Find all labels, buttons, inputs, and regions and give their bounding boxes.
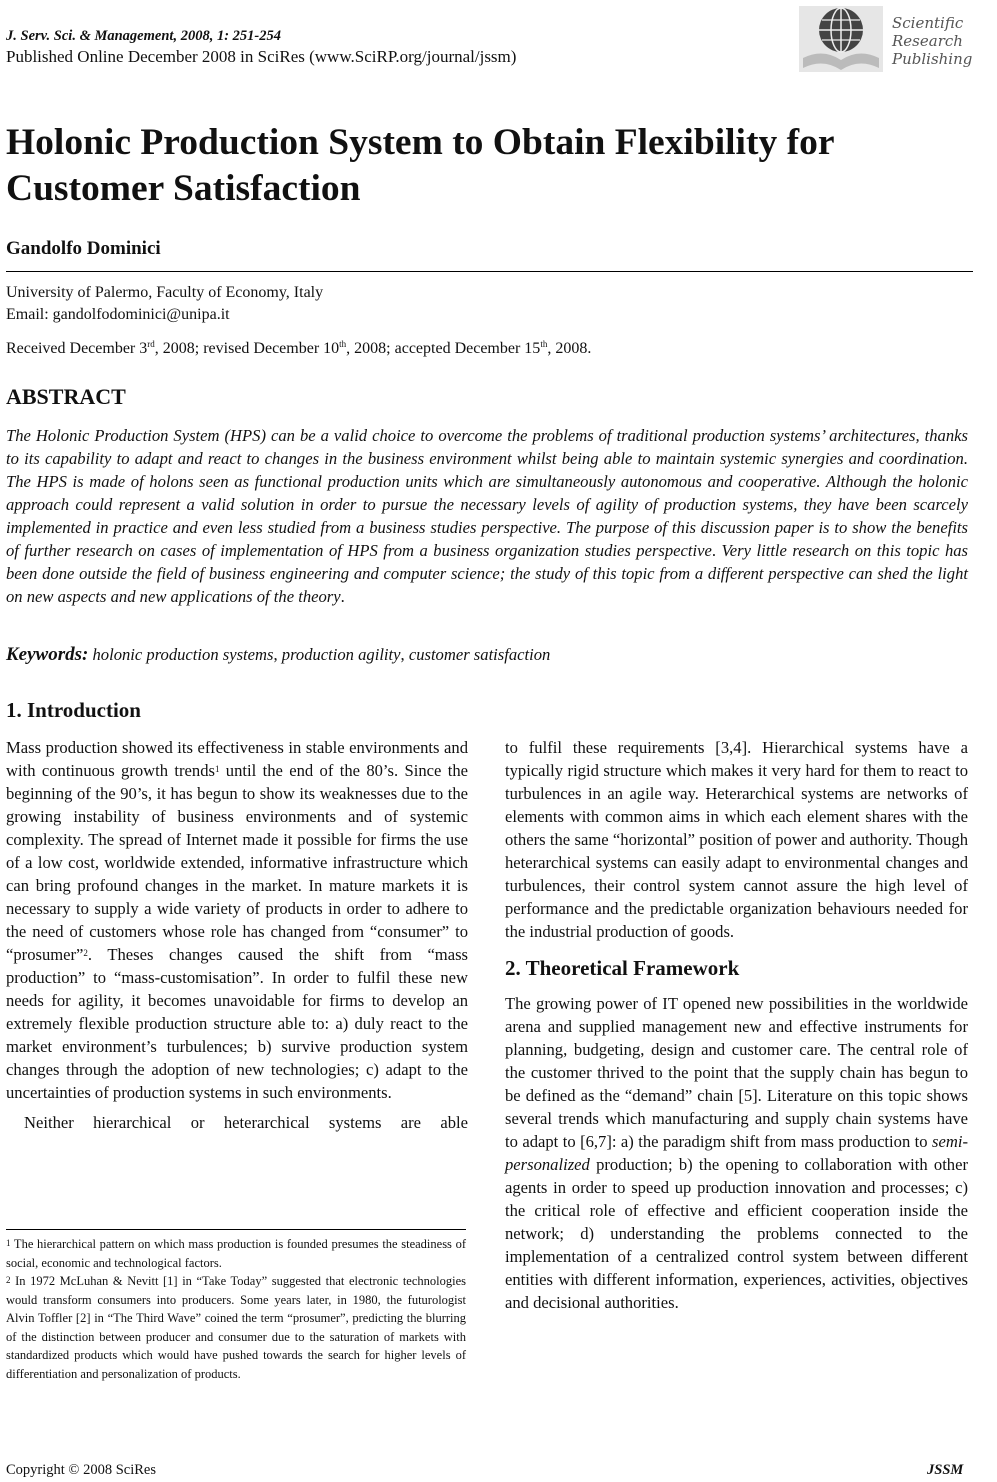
abstract-part: . xyxy=(340,587,345,606)
affiliation: University of Palermo, Faculty of Economy, Italy xyxy=(6,284,324,301)
abstract-text xyxy=(6,424,968,608)
footnote-1 xyxy=(6,1235,466,1272)
published-online-line: Published Online December 2008 in SciRes (www.SciRP.org/journal/jssm) xyxy=(6,47,517,66)
footnote-2 xyxy=(6,1272,466,1383)
intro-paragraph-2-start: Neither hierarchical or heterarchical systems are able xyxy=(24,1113,468,1132)
footnote-number: 1 xyxy=(6,1238,11,1248)
abstract-part: . xyxy=(711,541,717,560)
abstract-acronym: HPS xyxy=(230,426,261,445)
journal-name: J. Serv. Sci. & Management xyxy=(6,28,174,44)
accepted-date: , 2008; accepted December 15 xyxy=(346,340,541,357)
journal-issue: , 2008, 1: 251-254 xyxy=(173,28,281,44)
keyword-item: customer satisfaction xyxy=(408,645,551,664)
logo-line-2: Research xyxy=(892,32,963,50)
ordinal-suffix: rd xyxy=(147,339,155,349)
journal-citation xyxy=(6,28,281,45)
text-run: production; b) the opening to collaboration with other agents in order to speed up production innovation and processes; c) the critical role of effective and efficient cooperation inside the network; d) understanding the problems connected to the implementation of a centralized control system between different entities with different information, experiences, activities, objectives and decisional authorities. xyxy=(505,1155,968,1312)
footnotes xyxy=(6,1235,466,1383)
affiliation-block xyxy=(6,282,323,326)
keyword-separator: , xyxy=(273,645,282,664)
footnote-text: In 1972 McLuhan & Nevitt [1] in “Take Today” suggested that electronic technologies would transform consumers into producers. Some years later, in 1980, the futurologist Alvin Toffler [2] in “The Third Wave” coined the term “prosumer”, predicting the blurring of the distinction between producer and consumer due to the saturation of markets with standardized products which would have pushed towards the search for higher levels of differentiation and personalization of products. xyxy=(6,1274,466,1381)
journal-abbreviation: JSSM xyxy=(927,1462,964,1478)
footnote-text: The hierarchical pattern on which mass production is founded presumes the steadiness of social, economic and technological factors. xyxy=(6,1237,466,1270)
copyright-notice: Copyright © 2008 SciRes xyxy=(6,1462,156,1478)
text-run: until the end of the 80’s. Since the beginning of the 90’s, it has begun to show its weaknesses due to the growing instability of business environments and of systemic complexity. The spread of Internet made it possible for firms the use of a low cost, worldwide extended, informative infrastructure which can bring profound changes in the market. In mature markets it is necessary to supply a wide variety of products in order to adhere to the need of customers whose role has changed from “consumer” to “prosumer” xyxy=(6,761,468,964)
received-date: Received December 3 xyxy=(6,340,148,357)
ordinal-suffix: th xyxy=(540,339,548,349)
logo-line-3: Publishing xyxy=(892,50,973,68)
author-name: Gandolfo Dominici xyxy=(6,238,161,259)
author-email: Email: gandolfodominici@unipa.it xyxy=(6,306,230,323)
text-run: Mass production showed its effectiveness in stable environments and with continuous growth trends xyxy=(6,738,468,780)
theory-paragraph xyxy=(505,992,968,1314)
text-run: The growing power of IT opened new possibilities in the worldwide arena and supplied management new and effective instruments for planning, budgeting, design and customer care. The central role of the customer thrived to the point that the supply chain has begun to be defined as the “demand” chain [5]. Literature on this topic shows several trends which manufacturing and supply chain systems have to adapt to [6,7]: a) the paradigm shift from mass production to xyxy=(505,994,968,1151)
footnote-ref: 2 xyxy=(83,948,88,958)
abstract-part: ) can be a valid choice to overcome the problems of traditional production systems’ architectures, thanks to its capability to adapt and react to changes in the business environment whilst being able to maintain systemic synergies and coordination. The HPS is made of holons seen as functional production units which are simultaneously autonomous and cooperative. Although the holonic approach could represent a valid solution in order to pursue the necessary levels of agility of production systems, they have been scarcely implemented in practice and even less studied from a business studies perspective. The purpose of this discussion paper is to show the benefits of further research on cases of implementation of HPS from a business organization studies perspective xyxy=(6,426,968,560)
keyword-item: production agility xyxy=(281,645,401,664)
abstract-part: The Holonic Production System ( xyxy=(6,426,231,445)
text-run: . Theses changes caused the shift from “mass production” to “mass-customisation”. In order to fulfil these new needs for agility, it becomes unavoidable for firms to develop an extremely flexible production structure able to: a) duly react to the market environment’s turbulences; b) survive production system changes through the adoption of new technologies; c) adapt to the uncertainties of production systems in such environments. xyxy=(6,945,468,1102)
intro-paragraph-2-continued: to fulfil these requirements [3,4]. Hierarchical systems have a typically rigid structure which makes it very hard for them to react to turbulences in an agile way. Heterarchical systems are networks of elements with common aims in which each element shares with the others the same “horizontal” position of power and authority. Though heterarchical systems can easily adapt to environmental changes and turbulences, their control system cannot assure the high level of performance and the predictable organization behaviours needed for the industrial production of goods. xyxy=(505,738,968,941)
keyword-item: holonic production systems xyxy=(92,645,274,664)
footnote-number: 2 xyxy=(6,1275,11,1285)
emphasized-term: semi-personalized xyxy=(505,1132,968,1174)
footnote-ref: 1 xyxy=(214,764,220,774)
keywords-label: Keywords: xyxy=(6,644,89,665)
section-heading-introduction: 1. Introduction xyxy=(6,698,141,722)
header-divider xyxy=(6,271,973,272)
intro-paragraph-1 xyxy=(6,736,468,1104)
submission-dates xyxy=(6,340,591,358)
left-column xyxy=(6,736,468,1134)
publisher-wordmark xyxy=(892,14,972,68)
section-heading-theoretical-framework: 2. Theoretical Framework xyxy=(505,956,740,980)
dates-tail: , 2008. xyxy=(547,340,592,357)
keyword-separator: , xyxy=(400,645,409,664)
right-column xyxy=(505,736,968,1314)
keywords-line xyxy=(6,644,550,666)
abstract-part: Very little research on this topic has been done outside the field of business engineering and computer science; the study of this topic from a different perspective can shed the light on new aspects and new applications of the theory xyxy=(6,541,968,606)
footnote-divider xyxy=(6,1229,466,1230)
logo-line-1: Scientific xyxy=(892,14,964,32)
abstract-heading: ABSTRACT xyxy=(6,384,126,409)
paper-title: Holonic Production System to Obtain Flexibility for Customer Satisfaction xyxy=(6,122,834,209)
revised-date: , 2008; revised December 10 xyxy=(154,340,340,357)
ordinal-suffix: th xyxy=(339,339,347,349)
